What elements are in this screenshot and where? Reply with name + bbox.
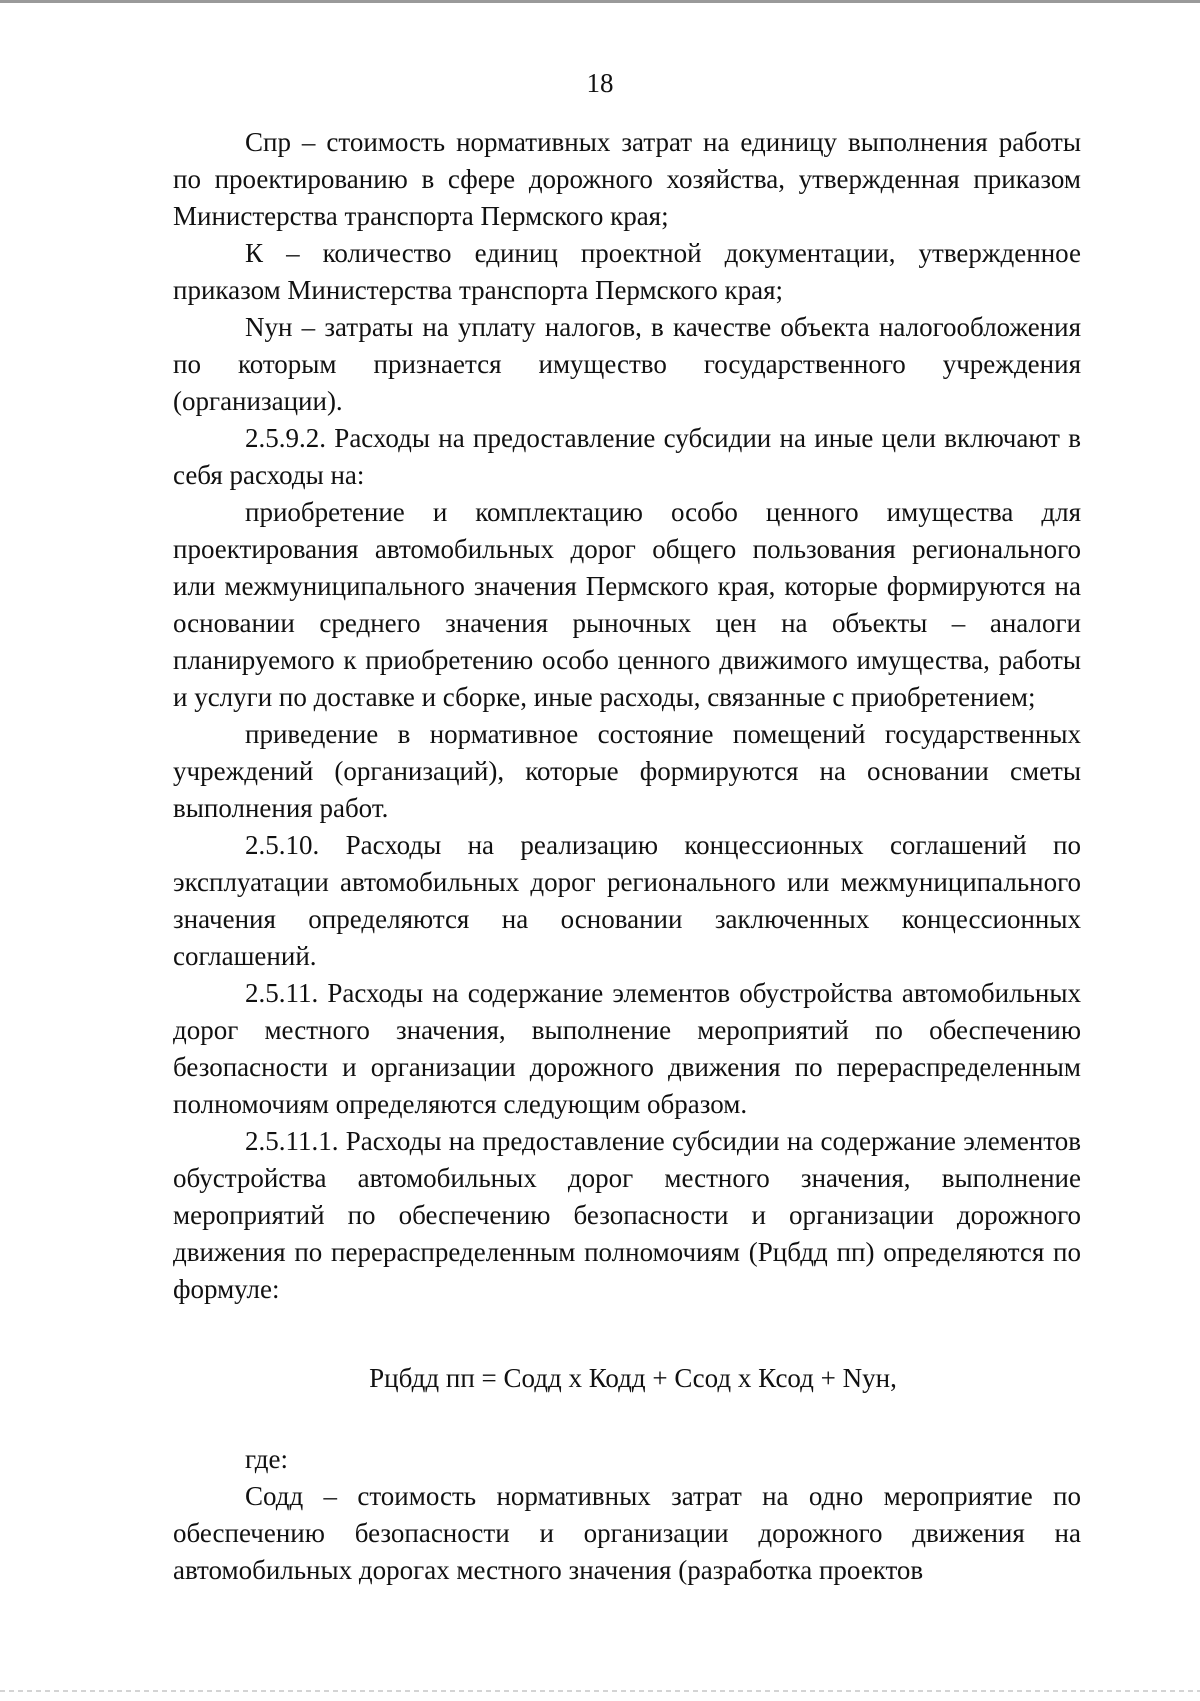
paragraph-k-definition: К – количество единиц проектной документации, утвержденное приказом Министерства транспорта Пермского края; <box>173 238 1081 305</box>
scan-bottom-edge <box>0 1690 1200 1692</box>
paragraph-2-5-11-1: 2.5.11.1. Расходы на предоставление субсидии на содержание элементов обустройства автомобильных дорог местного значения, выполнение мероприятий по обеспечению безопасности и организации дорожного движения по перераспределенным полномочиям (Рцбдд пп) определяются по формуле: <box>173 1126 1081 1304</box>
paragraph-2-5-11: 2.5.11. Расходы на содержание элементов обустройства автомобильных дорог местного значения, выполнение мероприятий по обеспечению безопасности и организации дорожного движения по перераспределенным полномочиям определяются следующим образом. <box>173 978 1081 1119</box>
paragraph-2-5-9-2: 2.5.9.2. Расходы на предоставление субсидии на иные цели включают в себя расходы на: <box>173 423 1081 490</box>
scan-top-edge <box>0 0 1200 3</box>
paragraph-spr-definition: Спр – стоимость нормативных затрат на единицу выполнения работы по проектированию в сфере дорожного хозяйства, утвержденная приказом Министерства транспорта Пермского края; <box>173 127 1081 231</box>
paragraph-acquisition: приобретение и комплектацию особо ценного имущества для проектирования автомобильных дорог общего пользования регионального или межмуниципального значения Пермского края, которые формируются на основании среднего значения рыночных цен на объекты – аналоги планируемого к приобретению особо ценного движимого имущества, работы и услуги по доставке и сборке, иные расходы, связанные с приобретением; <box>173 497 1081 712</box>
document-body <box>173 124 1081 1589</box>
formula: Рцбдд пп = Содд х Кодд + Ссод х Ксод + Nун, <box>369 1363 897 1393</box>
paragraph-normative-state: приведение в нормативное состояние помещений государственных учреждений (организаций), которые формируются на основании сметы выполнения работ. <box>173 719 1081 823</box>
paragraph-2-5-10: 2.5.10. Расходы на реализацию концессионных соглашений по эксплуатации автомобильных дорог регионального или межмуниципального значения определяются на основании заключенных концессионных соглашений. <box>173 830 1081 971</box>
paragraph-sodd-definition: Содд – стоимость нормативных затрат на одно мероприятие по обеспечению безопасности и организации дорожного движения на автомобильных дорогах местного значения (разработка проектов <box>173 1481 1081 1585</box>
paragraph-nun-definition: Nун – затраты на уплату налогов, в качестве объекта налогообложения по которым признается имущество государственного учреждения (организации). <box>173 312 1081 416</box>
page-number: 18 <box>586 68 614 98</box>
where-label: где: <box>245 1444 288 1474</box>
